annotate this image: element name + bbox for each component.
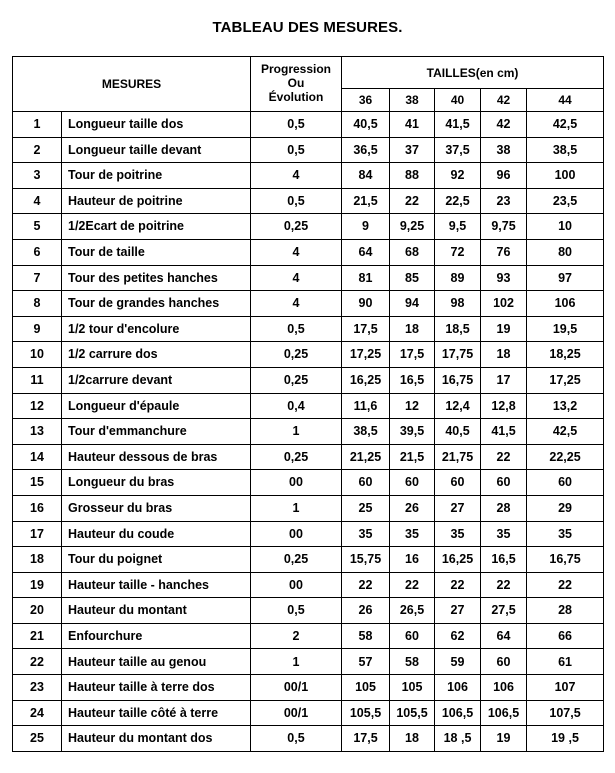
size-value: 22 bbox=[342, 572, 390, 598]
size-value: 105 bbox=[342, 675, 390, 701]
size-value: 35 bbox=[435, 521, 481, 547]
size-value: 17,5 bbox=[342, 316, 390, 342]
size-value: 84 bbox=[342, 163, 390, 189]
measurement-label: Enfourchure bbox=[62, 623, 251, 649]
progression-value: 00 bbox=[251, 521, 342, 547]
measurement-label: Tour de poitrine bbox=[62, 163, 251, 189]
size-value: 85 bbox=[390, 265, 435, 291]
size-value: 106 bbox=[527, 291, 604, 317]
size-value: 22,25 bbox=[527, 444, 604, 470]
size-value: 62 bbox=[435, 623, 481, 649]
size-value: 106 bbox=[435, 675, 481, 701]
table-row bbox=[13, 675, 604, 701]
progression-value: 0,5 bbox=[251, 726, 342, 752]
size-value: 16,75 bbox=[435, 367, 481, 393]
row-number: 21 bbox=[13, 623, 62, 649]
table-row bbox=[13, 598, 604, 624]
size-value: 18 bbox=[390, 726, 435, 752]
measurement-label: Hauteur du montant bbox=[62, 598, 251, 624]
progression-value: 0,25 bbox=[251, 342, 342, 368]
row-number: 5 bbox=[13, 214, 62, 240]
size-value: 17 bbox=[481, 367, 527, 393]
row-number: 25 bbox=[13, 726, 62, 752]
size-value: 106,5 bbox=[435, 700, 481, 726]
progression-value: 0,25 bbox=[251, 547, 342, 573]
header-row-1 bbox=[13, 57, 604, 89]
size-value: 94 bbox=[390, 291, 435, 317]
progression-value: 4 bbox=[251, 265, 342, 291]
progression-value: 2 bbox=[251, 623, 342, 649]
measurement-label: Longueur taille devant bbox=[62, 137, 251, 163]
table-row bbox=[13, 214, 604, 240]
row-number: 11 bbox=[13, 367, 62, 393]
size-value: 57 bbox=[342, 649, 390, 675]
table-row bbox=[13, 444, 604, 470]
size-value: 35 bbox=[342, 521, 390, 547]
size-value: 76 bbox=[481, 239, 527, 265]
progression-header-line2: Ou bbox=[287, 76, 305, 91]
size-value: 22 bbox=[481, 444, 527, 470]
row-number: 6 bbox=[13, 239, 62, 265]
row-number: 9 bbox=[13, 316, 62, 342]
table-row bbox=[13, 137, 604, 163]
size-value: 72 bbox=[435, 239, 481, 265]
measurements-table bbox=[12, 56, 604, 752]
size-value: 28 bbox=[527, 598, 604, 624]
row-number: 24 bbox=[13, 700, 62, 726]
progression-value: 0,4 bbox=[251, 393, 342, 419]
size-value: 100 bbox=[527, 163, 604, 189]
size-value: 17,75 bbox=[435, 342, 481, 368]
row-number: 20 bbox=[13, 598, 62, 624]
size-value: 42 bbox=[481, 112, 527, 138]
size-value: 16,5 bbox=[390, 367, 435, 393]
size-value: 21,75 bbox=[435, 444, 481, 470]
size-value: 11,6 bbox=[342, 393, 390, 419]
size-value: 9,5 bbox=[435, 214, 481, 240]
size-value: 19,5 bbox=[527, 316, 604, 342]
measurement-label: Tour des petites hanches bbox=[62, 265, 251, 291]
progression-value: 4 bbox=[251, 163, 342, 189]
size-value: 12 bbox=[390, 393, 435, 419]
progression-value: 0,25 bbox=[251, 214, 342, 240]
size-value: 26,5 bbox=[390, 598, 435, 624]
row-number: 23 bbox=[13, 675, 62, 701]
measurement-label: Longueur d'épaule bbox=[62, 393, 251, 419]
size-value: 27,5 bbox=[481, 598, 527, 624]
size-value: 19 bbox=[481, 726, 527, 752]
size-value: 10 bbox=[527, 214, 604, 240]
measurement-label: Hauteur dessous de bras bbox=[62, 444, 251, 470]
mesures-header: MESURES bbox=[13, 57, 251, 112]
size-value: 105,5 bbox=[342, 700, 390, 726]
size-value: 21,5 bbox=[342, 188, 390, 214]
size-value: 23 bbox=[481, 188, 527, 214]
size-value: 60 bbox=[342, 470, 390, 496]
table-row bbox=[13, 239, 604, 265]
progression-value: 00/1 bbox=[251, 675, 342, 701]
size-value: 107,5 bbox=[527, 700, 604, 726]
size-value: 39,5 bbox=[390, 419, 435, 445]
measurement-label: Tour d'emmanchure bbox=[62, 419, 251, 445]
size-value: 90 bbox=[342, 291, 390, 317]
size-value: 22 bbox=[527, 572, 604, 598]
size-value: 81 bbox=[342, 265, 390, 291]
size-value: 35 bbox=[481, 521, 527, 547]
size-value: 97 bbox=[527, 265, 604, 291]
measurement-label: Hauteur du coude bbox=[62, 521, 251, 547]
table-row bbox=[13, 572, 604, 598]
size-value: 60 bbox=[390, 470, 435, 496]
size-value: 19 bbox=[481, 316, 527, 342]
measurement-label: Tour de taille bbox=[62, 239, 251, 265]
row-number: 2 bbox=[13, 137, 62, 163]
measurement-label: 1/2carrure devant bbox=[62, 367, 251, 393]
size-value: 36,5 bbox=[342, 137, 390, 163]
size-value: 64 bbox=[342, 239, 390, 265]
size-value: 12,4 bbox=[435, 393, 481, 419]
size-value: 22 bbox=[390, 572, 435, 598]
progression-value: 1 bbox=[251, 419, 342, 445]
tailles-header: TAILLES(en cm) bbox=[342, 57, 604, 89]
row-number: 1 bbox=[13, 112, 62, 138]
size-value: 26 bbox=[342, 598, 390, 624]
table-body bbox=[13, 112, 604, 752]
measurement-label: Tour de grandes hanches bbox=[62, 291, 251, 317]
size-value: 37 bbox=[390, 137, 435, 163]
progression-value: 0,25 bbox=[251, 367, 342, 393]
size-value: 29 bbox=[527, 495, 604, 521]
page-title: TABLEAU DES MESURES. bbox=[212, 19, 403, 36]
size-value: 16 bbox=[390, 547, 435, 573]
size-value: 64 bbox=[481, 623, 527, 649]
progression-value: 0,25 bbox=[251, 444, 342, 470]
measurement-label: Hauteur du montant dos bbox=[62, 726, 251, 752]
size-value: 37,5 bbox=[435, 137, 481, 163]
size-value: 40,5 bbox=[435, 419, 481, 445]
size-value: 60 bbox=[435, 470, 481, 496]
size-value: 66 bbox=[527, 623, 604, 649]
row-number: 13 bbox=[13, 419, 62, 445]
size-value: 21,5 bbox=[390, 444, 435, 470]
table-row bbox=[13, 470, 604, 496]
size-value: 96 bbox=[481, 163, 527, 189]
table-row bbox=[13, 393, 604, 419]
size-value: 41 bbox=[390, 112, 435, 138]
size-value: 93 bbox=[481, 265, 527, 291]
size-value: 26 bbox=[390, 495, 435, 521]
measurement-label: Grosseur du bras bbox=[62, 495, 251, 521]
size-value: 9,75 bbox=[481, 214, 527, 240]
progression-header bbox=[251, 57, 342, 112]
size-value: 105,5 bbox=[390, 700, 435, 726]
row-number: 14 bbox=[13, 444, 62, 470]
measurement-label: Hauteur de poitrine bbox=[62, 188, 251, 214]
row-number: 12 bbox=[13, 393, 62, 419]
size-value: 27 bbox=[435, 598, 481, 624]
size-value: 9,25 bbox=[390, 214, 435, 240]
size-value: 105 bbox=[390, 675, 435, 701]
row-number: 19 bbox=[13, 572, 62, 598]
size-value: 106,5 bbox=[481, 700, 527, 726]
measurement-label: Longueur taille dos bbox=[62, 112, 251, 138]
size-value: 35 bbox=[527, 521, 604, 547]
row-number: 3 bbox=[13, 163, 62, 189]
row-number: 4 bbox=[13, 188, 62, 214]
size-value: 12,8 bbox=[481, 393, 527, 419]
progression-value: 4 bbox=[251, 239, 342, 265]
size-value: 21,25 bbox=[342, 444, 390, 470]
size-value: 41,5 bbox=[481, 419, 527, 445]
size-value: 106 bbox=[481, 675, 527, 701]
size-value: 18 ,5 bbox=[435, 726, 481, 752]
size-value: 58 bbox=[342, 623, 390, 649]
progression-header-line1: Progression bbox=[260, 62, 332, 77]
table-row bbox=[13, 316, 604, 342]
size-value: 61 bbox=[527, 649, 604, 675]
table-row bbox=[13, 547, 604, 573]
size-value: 18 bbox=[390, 316, 435, 342]
size-value: 16,75 bbox=[527, 547, 604, 573]
size-value: 98 bbox=[435, 291, 481, 317]
table-row bbox=[13, 163, 604, 189]
size-value: 59 bbox=[435, 649, 481, 675]
progression-value: 0,5 bbox=[251, 316, 342, 342]
size-value: 25 bbox=[342, 495, 390, 521]
size-value: 16,5 bbox=[481, 547, 527, 573]
progression-value: 00 bbox=[251, 470, 342, 496]
measurement-label: 1/2Ecart de poitrine bbox=[62, 214, 251, 240]
size-value: 40,5 bbox=[342, 112, 390, 138]
size-value: 17,5 bbox=[390, 342, 435, 368]
row-number: 15 bbox=[13, 470, 62, 496]
size-value: 42,5 bbox=[527, 112, 604, 138]
size-value: 9 bbox=[342, 214, 390, 240]
size-value: 16,25 bbox=[342, 367, 390, 393]
size-header: 42 bbox=[481, 89, 527, 112]
table-row bbox=[13, 649, 604, 675]
size-value: 60 bbox=[527, 470, 604, 496]
table-row bbox=[13, 367, 604, 393]
size-value: 35 bbox=[390, 521, 435, 547]
size-value: 18,5 bbox=[435, 316, 481, 342]
size-value: 41,5 bbox=[435, 112, 481, 138]
progression-value: 00/1 bbox=[251, 700, 342, 726]
size-value: 22,5 bbox=[435, 188, 481, 214]
size-header: 38 bbox=[390, 89, 435, 112]
progression-value: 1 bbox=[251, 495, 342, 521]
progression-value: 0,5 bbox=[251, 112, 342, 138]
size-value: 38 bbox=[481, 137, 527, 163]
table-row bbox=[13, 521, 604, 547]
size-value: 60 bbox=[481, 649, 527, 675]
measurement-label: 1/2 tour d'encolure bbox=[62, 316, 251, 342]
progression-value: 1 bbox=[251, 649, 342, 675]
table-row bbox=[13, 700, 604, 726]
measurement-label: Hauteur taille côté à terre bbox=[62, 700, 251, 726]
size-value: 42,5 bbox=[527, 419, 604, 445]
measurement-label: Longueur du bras bbox=[62, 470, 251, 496]
progression-value: 4 bbox=[251, 291, 342, 317]
size-value: 102 bbox=[481, 291, 527, 317]
progression-value: 00 bbox=[251, 572, 342, 598]
row-number: 10 bbox=[13, 342, 62, 368]
size-value: 22 bbox=[435, 572, 481, 598]
size-value: 17,5 bbox=[342, 726, 390, 752]
size-value: 58 bbox=[390, 649, 435, 675]
size-header: 44 bbox=[527, 89, 604, 112]
size-header: 36 bbox=[342, 89, 390, 112]
size-value: 88 bbox=[390, 163, 435, 189]
size-value: 18,25 bbox=[527, 342, 604, 368]
row-number: 8 bbox=[13, 291, 62, 317]
size-value: 68 bbox=[390, 239, 435, 265]
measurement-label: Tour du poignet bbox=[62, 547, 251, 573]
measurement-label: Hauteur taille à terre dos bbox=[62, 675, 251, 701]
size-header: 40 bbox=[435, 89, 481, 112]
size-value: 28 bbox=[481, 495, 527, 521]
progression-value: 0,5 bbox=[251, 188, 342, 214]
table-row bbox=[13, 265, 604, 291]
size-value: 23,5 bbox=[527, 188, 604, 214]
size-value: 60 bbox=[481, 470, 527, 496]
size-value: 18 bbox=[481, 342, 527, 368]
size-value: 80 bbox=[527, 239, 604, 265]
size-value: 17,25 bbox=[342, 342, 390, 368]
size-value: 107 bbox=[527, 675, 604, 701]
table-row bbox=[13, 623, 604, 649]
size-value: 38,5 bbox=[342, 419, 390, 445]
measurement-label: Hauteur taille au genou bbox=[62, 649, 251, 675]
size-value: 89 bbox=[435, 265, 481, 291]
table-row bbox=[13, 342, 604, 368]
size-value: 17,25 bbox=[527, 367, 604, 393]
row-number: 16 bbox=[13, 495, 62, 521]
measurement-label: 1/2 carrure dos bbox=[62, 342, 251, 368]
measurement-label: Hauteur taille - hanches bbox=[62, 572, 251, 598]
size-value: 22 bbox=[481, 572, 527, 598]
size-value: 15,75 bbox=[342, 547, 390, 573]
table-row bbox=[13, 419, 604, 445]
row-number: 7 bbox=[13, 265, 62, 291]
size-value: 27 bbox=[435, 495, 481, 521]
size-value: 16,25 bbox=[435, 547, 481, 573]
row-number: 17 bbox=[13, 521, 62, 547]
row-number: 22 bbox=[13, 649, 62, 675]
table-row bbox=[13, 726, 604, 752]
size-value: 22 bbox=[390, 188, 435, 214]
table-row bbox=[13, 291, 604, 317]
progression-header-line3: Évolution bbox=[268, 89, 324, 104]
table-row bbox=[13, 495, 604, 521]
size-value: 60 bbox=[390, 623, 435, 649]
size-value: 19 ,5 bbox=[527, 726, 604, 752]
size-value: 92 bbox=[435, 163, 481, 189]
row-number: 18 bbox=[13, 547, 62, 573]
size-value: 13,2 bbox=[527, 393, 604, 419]
progression-value: 0,5 bbox=[251, 598, 342, 624]
table-row bbox=[13, 188, 604, 214]
size-value: 38,5 bbox=[527, 137, 604, 163]
progression-value: 0,5 bbox=[251, 137, 342, 163]
table-row bbox=[13, 112, 604, 138]
